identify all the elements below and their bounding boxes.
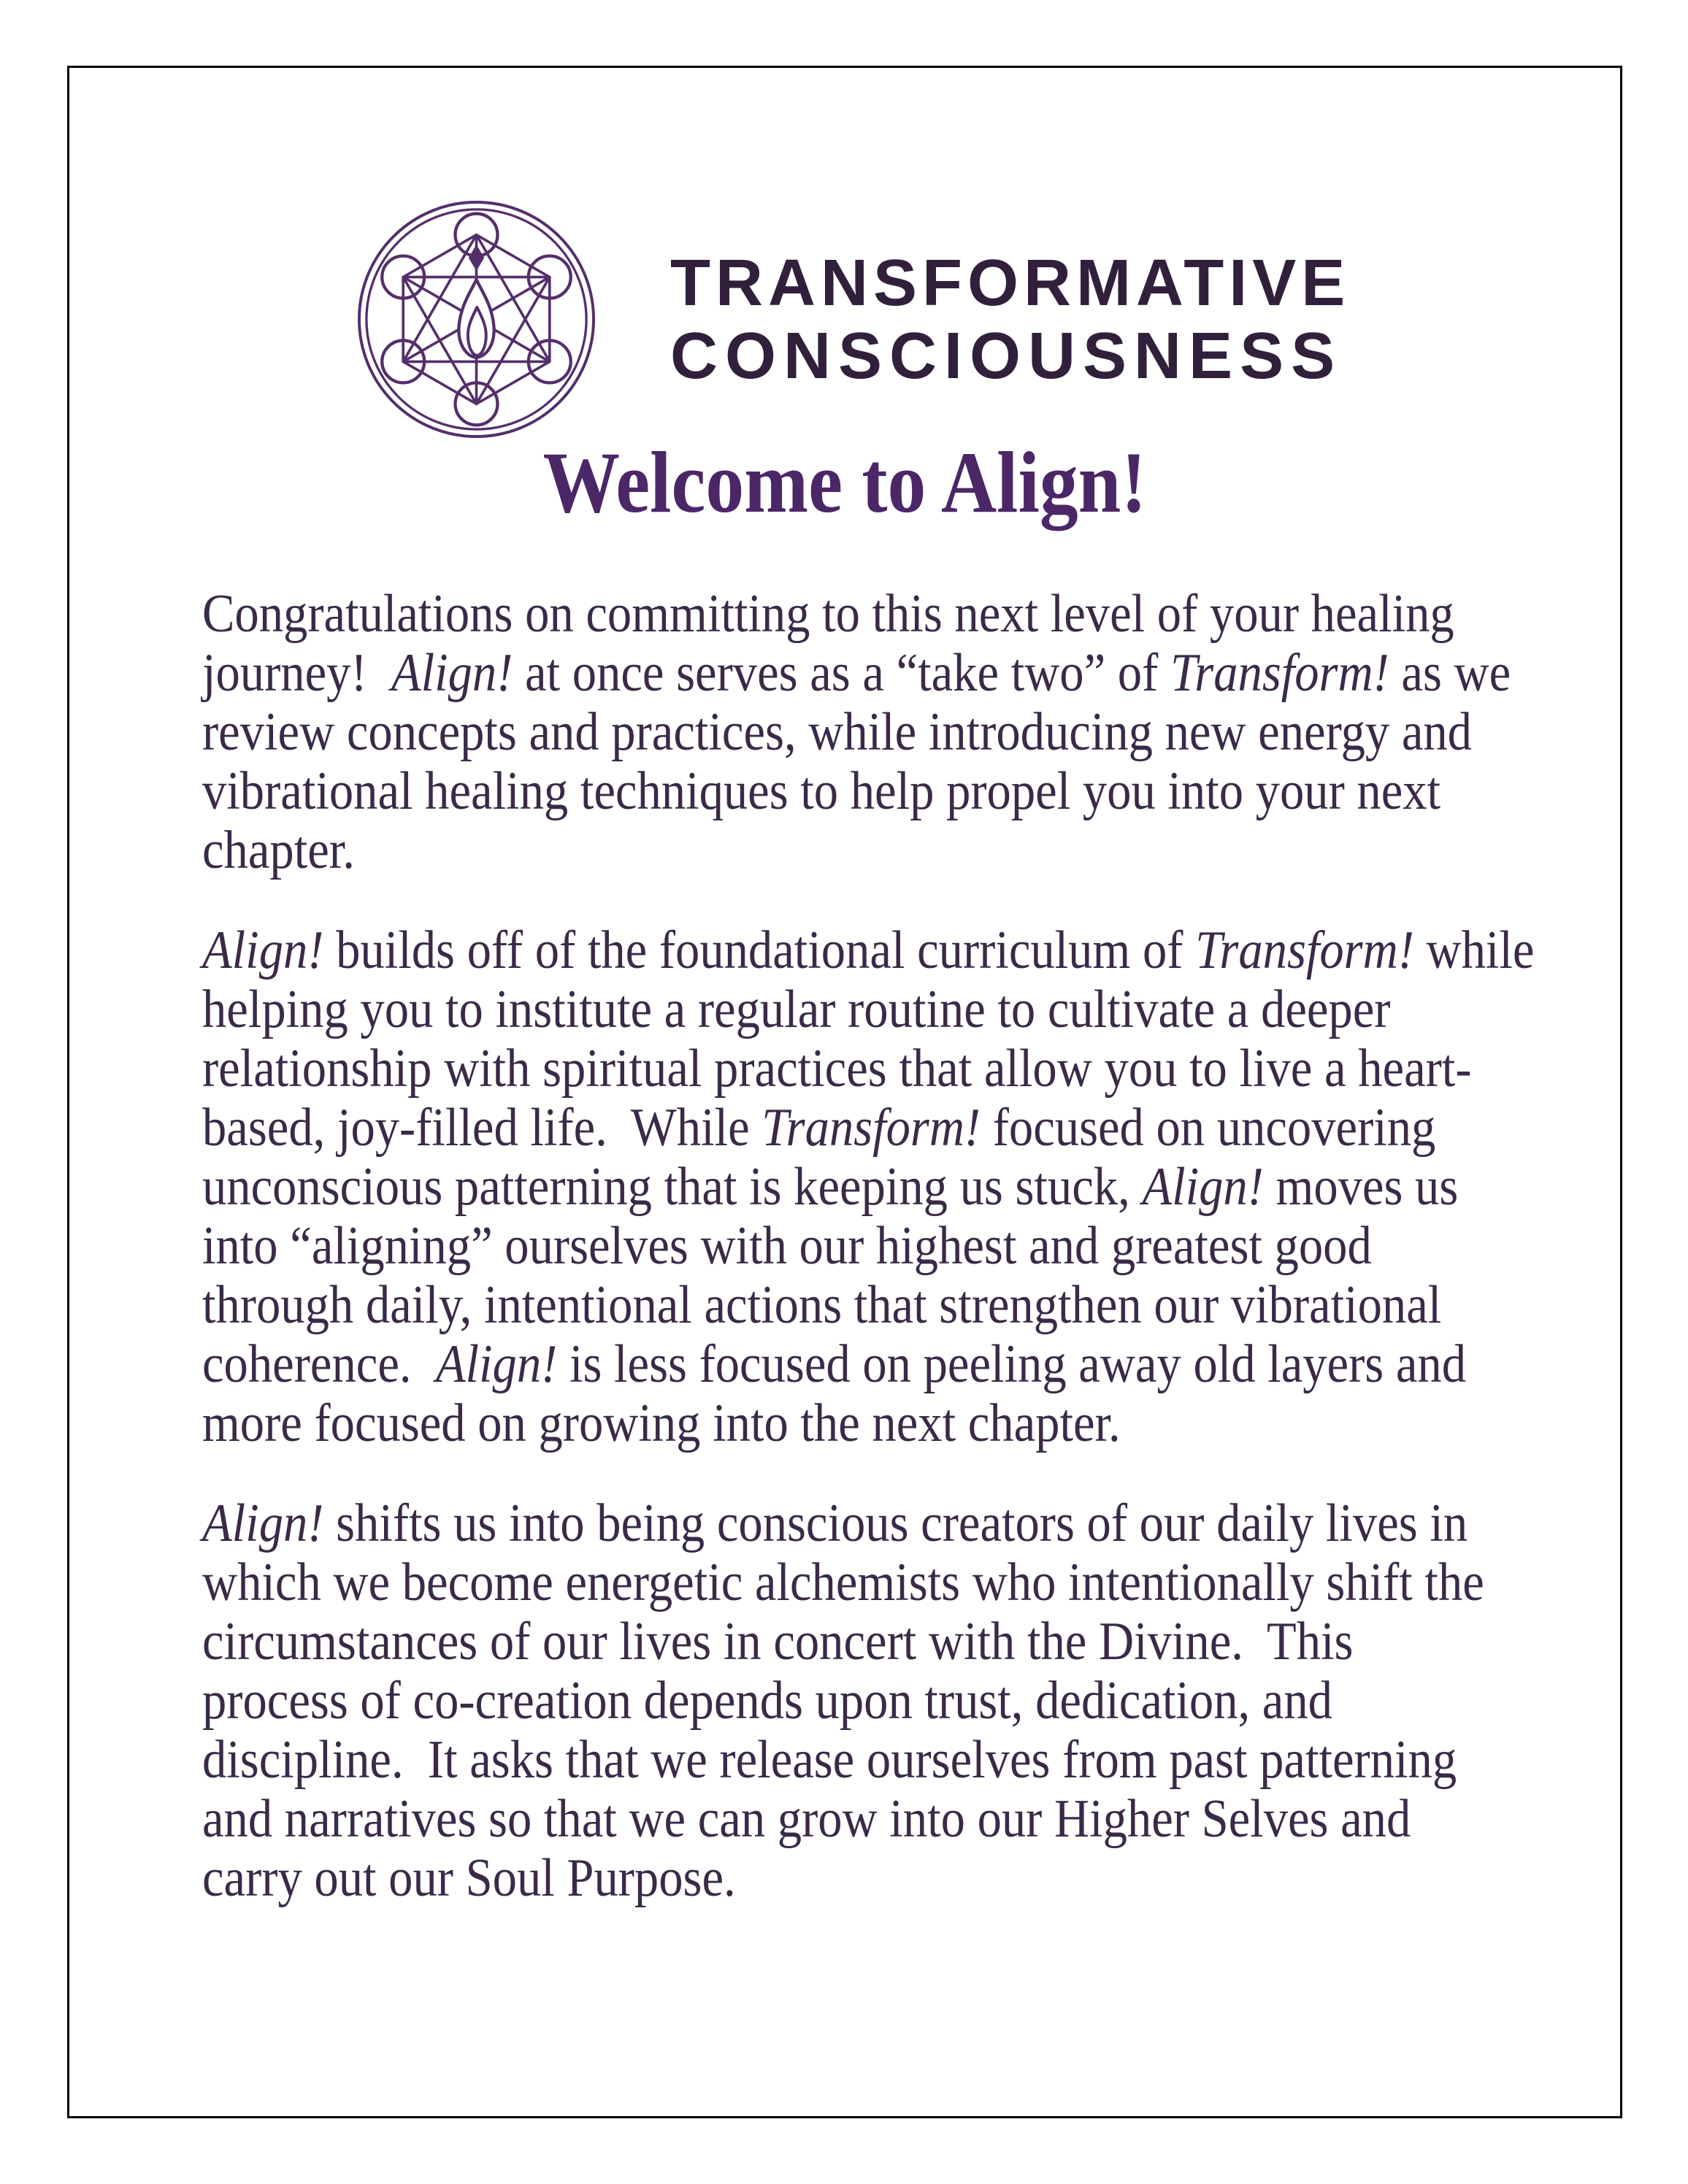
brand-wordmark-line1: TRANSFORMATIVE — [670, 247, 1351, 320]
text-line: helping you to institute a regular routine to cultivate a deeper — [202, 980, 1391, 1039]
text-line: Congratulations on committing to this next level of your healing — [202, 584, 1454, 644]
text-line: which we become energetic alchemists who intentionally shift the — [202, 1553, 1484, 1612]
text-line: and narratives so that we can grow into our Higher Selves and — [202, 1789, 1411, 1849]
text-line: process of co-creation depends upon trust, dedication, and — [202, 1671, 1332, 1731]
text-line: vibrational healing techniques to help propel you into your next — [202, 761, 1441, 821]
text-line: unconscious patterning that is keeping us stuck, Align! moves us — [202, 1157, 1459, 1217]
paragraph — [202, 1494, 1487, 1908]
text-line: journey! Align! at once serves as a “take two” of Transform! as we — [202, 643, 1511, 703]
brand-wordmark — [670, 247, 1350, 393]
text-line: coherence. Align! is less focused on peeling away old layers and — [202, 1334, 1467, 1394]
text-line: chapter. — [202, 820, 355, 880]
text-line: through daily, intentional actions that strengthen our vibrational — [202, 1275, 1442, 1335]
text-line: based, joy-filled life. While Transform! focused on uncovering — [202, 1098, 1436, 1158]
paragraph — [202, 920, 1535, 1453]
text-line: relationship with spiritual practices that allow you to live a heart- — [202, 1039, 1472, 1099]
text-line: into “aligning” ourselves with our highest and greatest good — [202, 1216, 1372, 1276]
text-line: carry out our Soul Purpose. — [202, 1848, 736, 1908]
text-line: Align! shifts us into being conscious creators of our daily lives in — [202, 1493, 1468, 1553]
text-line: more focused on growing into the next chapter. — [202, 1393, 1121, 1453]
text-line: discipline. It asks that we release ourselves from past patterning — [202, 1730, 1457, 1790]
paragraph — [202, 584, 1511, 880]
brand-wordmark-line2: CONSCIOUSNESS — [670, 320, 1343, 393]
transformative-consciousness-logo-icon — [356, 199, 597, 440]
text-line: circumstances of our lives in concert with the Divine. This — [202, 1612, 1354, 1672]
text-line: Align! builds off of the foundational curriculum of Transform! while — [202, 920, 1535, 980]
text-line: review concepts and practices, while introducing new energy and — [202, 702, 1472, 762]
page-title: Welcome to Align! — [542, 434, 1147, 531]
body-paragraphs — [202, 584, 1535, 1908]
